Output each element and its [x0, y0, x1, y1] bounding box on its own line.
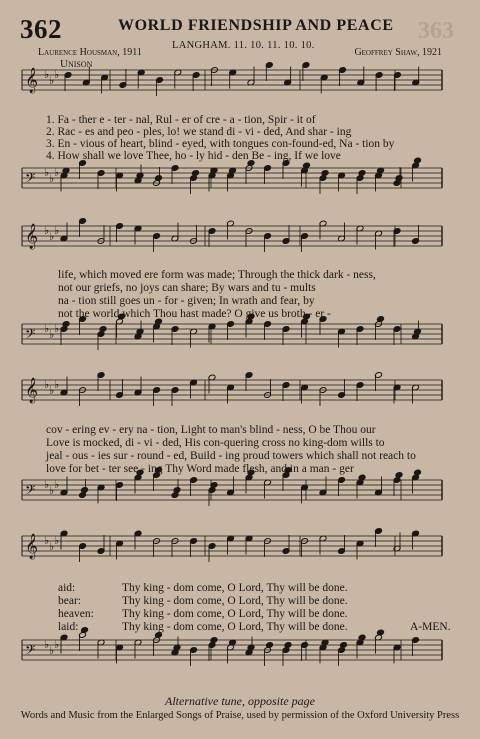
note-head: [321, 170, 329, 177]
note-head: [414, 469, 422, 476]
note-head: [266, 642, 274, 649]
note-head: [377, 629, 385, 636]
note-group: [60, 372, 419, 406]
flat-sign: ♭: [44, 534, 50, 547]
flat-sign: ♭: [54, 638, 60, 651]
lyric-line: life, which moved ere form was made; Through the thick dark - ness,: [58, 269, 376, 281]
copyright-credit: Words and Music from the Enlarged Songs of Praise, used by permission of the Oxford University Press: [20, 710, 460, 721]
refrain-line: Thy king - dom come, O Lord, Thy will be done.: [122, 621, 348, 633]
flat-sign: ♭: [54, 166, 60, 179]
note-head: [395, 472, 403, 479]
note-head: [173, 487, 181, 494]
lyric-line: na - tion still goes un - for - given; In wrath and fear, by: [58, 295, 315, 307]
lyric-line: not the world which Thou hast made? O give us broth - er -: [58, 308, 331, 320]
note-group: [60, 528, 419, 562]
note-head: [155, 175, 163, 182]
bass-clef: 𝄢: [25, 170, 36, 189]
hymn-title: WORLD FRIENDSHIP AND PEACE: [118, 17, 394, 34]
refrain-line: Thy king - dom come, O Lord, Thy will be done.: [122, 608, 348, 620]
unison-marking: Unison: [60, 58, 93, 70]
flat-sign: ♭: [49, 230, 55, 243]
flat-sign: ♭: [49, 74, 55, 87]
note-head: [340, 642, 348, 649]
flat-sign: ♭: [54, 322, 60, 335]
composer-credit: Geoffrey Shaw, 1921: [354, 47, 442, 58]
bass-clef: 𝄢: [25, 642, 36, 661]
flat-sign: ♭: [44, 378, 50, 391]
note-head: [414, 157, 422, 164]
note-group: [64, 62, 420, 96]
flat-sign: ♭: [54, 478, 60, 491]
flat-sign: ♭: [44, 224, 50, 237]
lyric-line: aid:: [58, 582, 76, 594]
treble-clef: 𝄞: [25, 534, 39, 559]
flat-sign: ♭: [49, 644, 55, 657]
bass-clef: 𝄢: [25, 482, 36, 501]
flat-sign: ♭: [54, 534, 60, 547]
flat-sign: ♭: [44, 638, 50, 651]
lyric-line: heaven:: [58, 608, 94, 620]
flat-sign: ♭: [54, 68, 60, 81]
tune-name: LANGHAM. 11. 10. 11. 10. 10.: [172, 40, 315, 51]
lyric-line: 3. En - vious of heart, blind - eyed, with tongues con-found-ed, Na - tion by: [46, 138, 395, 150]
note-head: [395, 175, 403, 182]
note-head: [377, 316, 385, 323]
flat-sign: ♭: [49, 540, 55, 553]
lyric-line: not our griefs, no joys can share; By wars and tu - mults: [58, 282, 316, 294]
flat-sign: ♭: [54, 378, 60, 391]
flat-sign: ♭: [44, 478, 50, 491]
lyric-line: laid:: [58, 621, 79, 633]
flat-sign: ♭: [54, 224, 60, 237]
refrain-line: Thy king - dom come, O Lord, Thy will be done.: [122, 582, 348, 594]
note-head: [81, 627, 89, 634]
note-group: [60, 218, 419, 252]
note-head: [62, 321, 70, 328]
lyric-line: 1. Fa - ther e - ter - nal, Rul - er of cre - a - tion, Spir - it of: [46, 114, 316, 126]
lyric-line: 4. How shall we love Thee, ho - ly hid - den Be - ing, If we love: [46, 150, 341, 162]
alternative-tune-note: Alternative tune, opposite page: [165, 694, 315, 708]
flat-sign: ♭: [44, 322, 50, 335]
note-head: [284, 642, 292, 649]
note-head: [210, 637, 218, 644]
lyric-line: 2. Rac - es and peo - ples, lo! we stand di - vi - ded, And shar - ing: [46, 126, 352, 138]
flat-sign: ♭: [49, 172, 55, 185]
treble-clef: 𝄞: [25, 68, 39, 93]
refrain-line: Thy king - dom come, O Lord, Thy will be done.: [122, 595, 348, 607]
flat-sign: ♭: [49, 484, 55, 497]
note-group: [60, 157, 421, 194]
flat-sign: ♭: [49, 384, 55, 397]
bass-clef: 𝄢: [25, 326, 36, 345]
author-credit: Laurence Housman, 1911: [38, 47, 142, 58]
lyric-line: jeal - ous - ies sur - round - ed, Build - ing proud towers which shall not reach to: [46, 450, 416, 462]
flat-sign: ♭: [44, 166, 50, 179]
note-head: [192, 170, 200, 177]
lyric-line: bear:: [58, 595, 81, 607]
hymn-number: 362: [20, 14, 62, 44]
amen: A-MEN.: [410, 621, 451, 633]
lyric-line: cov - ering ev - ery na - tion, Light to man's blind - ness, O be Thou our: [46, 424, 376, 436]
note-head: [99, 326, 107, 333]
treble-clef: 𝄞: [25, 224, 39, 249]
lyric-line: love for bet - ter see - ing Thy Word made flesh, and in a man - ger: [46, 463, 354, 475]
flat-sign: ♭: [49, 328, 55, 341]
treble-clef: 𝄞: [25, 378, 39, 403]
note-head: [358, 170, 366, 177]
show-through-number: 363: [418, 18, 454, 44]
flat-sign: ♭: [44, 68, 50, 81]
note-head: [81, 487, 89, 494]
lyric-line: Love is mocked, di - vi - ded, His con-quering cross no king-dom wills to: [46, 437, 385, 449]
